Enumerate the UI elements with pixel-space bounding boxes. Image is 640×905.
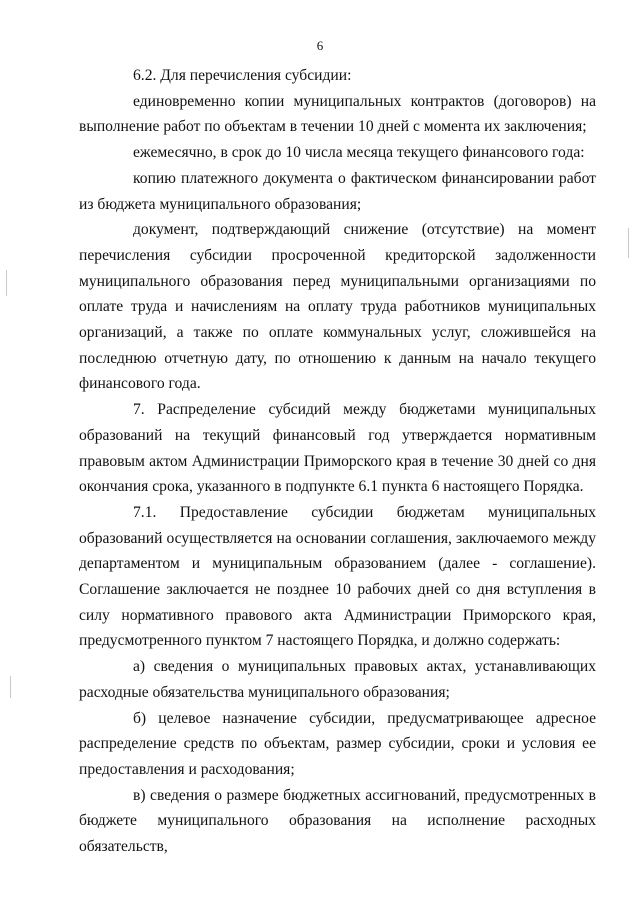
paragraph-6-2: 6.2. Для перечисления субсидии: (133, 67, 352, 84)
scan-mark-left-lower (10, 676, 11, 698)
paragraph-debt-document: документ, подтверждающий снижение (отсутствие) на момент перечисления субсидии просроченной кредиторской задолженности муниципального образования перед муниципальными организациями по оплате труда и начислениям на оплату труда работников муниципальных организаций, а также по оплате коммунальных услуг, сложившейся на последнюю отчетную дату, по отношению к данным на начало текущего финансового года. (79, 221, 596, 393)
page-number: 6 (316, 38, 324, 53)
scan-mark-left (6, 270, 7, 296)
paragraph-item-v: в) сведения о размере бюджетных ассигнований, предусмотренных в бюджете муниципального образования на исполнение расходных обязательств, (79, 786, 596, 856)
paragraph-monthly: ежемесячно, в срок до 10 числа месяца текущего финансового года: (133, 144, 585, 162)
paragraph-payment-document: копию платежного документа о фактическом финансировании работ из бюджета муниципального образования; (79, 169, 596, 213)
paragraph-item-a: а) сведения о муниципальных правовых актах, устанавливающих расходные обязательства муниципального образования; (79, 658, 596, 701)
paragraph-contracts: единовременно копии муниципальных контрактов (договоров) на выполнение работ по объектам в течении 10 дней с момента их заключения; (79, 92, 596, 136)
paragraph-7: 7. Распределение субсидий между бюджетами муниципальных образований на текущий финансовый год утверждается нормативным правовым актом Администрации Приморского края в течение 30 дней со дня окончания срока, указанного в подпункте 6.1 пункта 6 настоящего Порядка. (79, 401, 596, 496)
paragraph-item-b: б) целевое назначение субсидии, предусматривающее адресное распределение средств по объектам, размер субсидии, сроки и условия ее предоставления и расходования; (79, 709, 596, 778)
document-body (79, 63, 596, 860)
paragraph-7-1: 7.1. Предоставление субсидии бюджетам муниципальных образований осуществляется на основании соглашения, заключаемого между департаментом и муниципальным образованием (далее - соглашение). Соглашение заключается не позднее 10 рабочих дней со дня вступления в силу нормативного правового акта Администрации Приморского края, предусмотренного пунктом 7 настоящего Порядка, и должно содержать: (79, 503, 596, 650)
scan-mark-right (628, 228, 629, 258)
